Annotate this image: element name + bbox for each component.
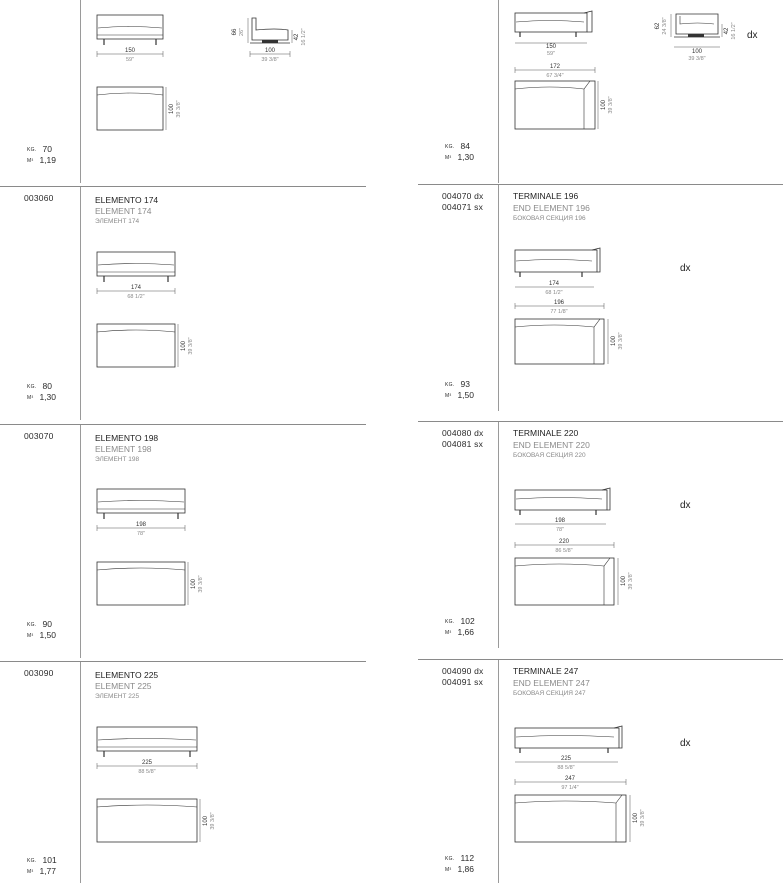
product-cell xyxy=(0,187,366,423)
depth-inch-label: 39 3/8" xyxy=(188,337,194,355)
plan-width-inch-label: 67 3/4" xyxy=(546,73,564,79)
plan-view-drawing xyxy=(514,536,654,608)
side-width-inch-label: 39 3/8" xyxy=(261,57,279,63)
side-width-label: 100 xyxy=(691,49,703,55)
right-top-cell xyxy=(418,0,783,183)
front-width-inch-label: 78" xyxy=(555,527,565,533)
depth-inch-label: 39 3/8" xyxy=(618,332,624,350)
depth-inch-label: 39 3/8" xyxy=(608,96,614,114)
product-code-dx: 004070 dx xyxy=(442,191,484,201)
left-column xyxy=(0,0,366,883)
depth-label: 100 xyxy=(633,812,639,824)
product-title-en: END ELEMENT 247 xyxy=(513,678,590,688)
product-title-it: ELEMENTO 198 xyxy=(95,433,159,443)
front-width-inch-label: 88 5/8" xyxy=(557,765,575,771)
plan-width-label: 220 xyxy=(558,539,570,545)
orientation-label: dx xyxy=(680,500,691,511)
plan-width-label: 247 xyxy=(564,776,576,782)
product-cell xyxy=(0,662,366,883)
volume: M³ 1,86 xyxy=(445,864,474,874)
front-width-inch-label: 59" xyxy=(125,57,135,63)
depth-label: 100 xyxy=(601,99,607,111)
cell-divider xyxy=(80,0,81,183)
product-cell xyxy=(418,185,783,421)
plan-view-drawing xyxy=(96,798,226,848)
side-view-drawing xyxy=(228,14,308,70)
depth-label: 100 xyxy=(203,815,209,827)
left-top-cell xyxy=(0,0,366,186)
seat-height-inch-label: 16 1/2" xyxy=(301,28,307,46)
weight: KG. 70 xyxy=(27,144,52,154)
cell-divider xyxy=(498,0,499,183)
right-column xyxy=(418,0,783,883)
depth-label: 100 xyxy=(191,578,197,590)
width-label: 174 xyxy=(130,285,142,291)
depth-inch-label: 39 3/8" xyxy=(176,100,182,118)
plan-width-inch-label: 97 1/4" xyxy=(561,785,579,791)
product-code: 003060 xyxy=(24,193,54,203)
weight: KG. 102 xyxy=(445,616,475,626)
product-code-sx: 004071 sx xyxy=(442,202,484,212)
side-view-drawing xyxy=(656,8,746,64)
product-title-it: ELEMENTO 225 xyxy=(95,670,159,680)
front-width-inch-label: 68 1/2" xyxy=(545,290,563,296)
depth-inch-label: 39 3/8" xyxy=(640,809,646,827)
product-cell xyxy=(418,422,783,659)
side-width-label: 100 xyxy=(264,48,276,54)
depth-label: 100 xyxy=(181,340,187,352)
product-code-dx: 004080 dx xyxy=(442,428,484,438)
product-title-ru: ЭЛЕМЕНТ 198 xyxy=(95,456,140,463)
cell-divider xyxy=(498,422,499,648)
plan-view-drawing xyxy=(514,297,644,367)
weight: KG. 112 xyxy=(445,853,475,863)
product-code-sx: 004081 sx xyxy=(442,439,484,449)
product-code: 003070 xyxy=(24,431,54,441)
depth-label: 100 xyxy=(621,575,627,587)
plan-width-inch-label: 77 1/8" xyxy=(550,309,568,315)
depth-inch-label: 39 3/8" xyxy=(628,572,634,590)
cell-divider xyxy=(498,660,499,883)
front-view-drawing xyxy=(96,488,206,548)
depth-inch-label: 39 3/8" xyxy=(210,812,216,830)
front-view-drawing xyxy=(96,726,216,786)
product-title-en: ELEMENT 225 xyxy=(95,681,152,691)
plan-width-label: 196 xyxy=(553,300,565,306)
product-code-dx: 004090 dx xyxy=(442,666,484,676)
front-width-inch-label: 59" xyxy=(546,51,556,57)
product-title-ru: БОКОВАЯ СЕКЦИЯ 220 xyxy=(513,452,586,459)
front-width-label: 150 xyxy=(545,44,557,50)
side-height-inch-label: 26" xyxy=(239,27,245,37)
volume: M³ 1,77 xyxy=(27,866,56,876)
volume: M³ 1,30 xyxy=(445,152,474,162)
width-inch-label: 68 1/2" xyxy=(127,294,145,300)
width-inch-label: 78" xyxy=(136,531,146,537)
depth-label: 100 xyxy=(611,335,617,347)
front-width-label: 174 xyxy=(548,281,560,287)
width-label: 225 xyxy=(141,760,153,766)
product-code: 003090 xyxy=(24,668,54,678)
product-title-it: TERMINALE 196 xyxy=(513,191,579,201)
plan-view-drawing xyxy=(96,561,216,611)
seat-height-label: 42 xyxy=(294,33,300,41)
product-code-sx: 004091 sx xyxy=(442,677,484,687)
volume: M³ 1,66 xyxy=(445,627,474,637)
product-title-ru: ЭЛЕМЕНТ 174 xyxy=(95,218,140,225)
side-height-inch-label: 24 3/8" xyxy=(662,17,668,35)
product-title-it: TERMINALE 220 xyxy=(513,428,579,438)
cell-divider xyxy=(80,425,81,658)
weight: KG. 84 xyxy=(445,141,470,151)
volume: M³ 1,50 xyxy=(27,630,56,640)
plan-view-drawing xyxy=(96,323,206,373)
front-view-drawing xyxy=(514,10,604,56)
depth-label: 100 xyxy=(169,103,175,115)
weight: KG. 101 xyxy=(27,855,57,865)
side-width-inch-label: 39 3/8" xyxy=(688,56,706,62)
orientation-label: dx xyxy=(680,738,691,749)
product-title-ru: БОКОВАЯ СЕКЦИЯ 196 xyxy=(513,215,586,222)
orientation-label: dx xyxy=(680,263,691,274)
weight: KG. 90 xyxy=(27,619,52,629)
seat-height-inch-label: 16 1/2" xyxy=(731,22,737,40)
front-width-label: 225 xyxy=(560,756,572,762)
orientation-label: dx xyxy=(747,30,758,41)
weight: KG. 80 xyxy=(27,381,52,391)
side-height-label: 66 xyxy=(232,28,238,36)
product-title-en: END ELEMENT 196 xyxy=(513,203,590,213)
cell-divider xyxy=(498,185,499,411)
front-view-drawing xyxy=(96,251,206,311)
product-title-en: ELEMENT 198 xyxy=(95,444,152,454)
volume: M³ 1,30 xyxy=(27,392,56,402)
volume: M³ 1,50 xyxy=(445,390,474,400)
width-label: 198 xyxy=(135,522,147,528)
front-width-label: 198 xyxy=(554,518,566,524)
weight: KG. 93 xyxy=(445,379,470,389)
front-view-drawing xyxy=(96,14,176,70)
front-view-drawing xyxy=(514,484,634,544)
cell-divider xyxy=(80,187,81,420)
product-title-en: END ELEMENT 220 xyxy=(513,440,590,450)
volume: M³ 1,19 xyxy=(27,155,56,165)
plan-width-label: 172 xyxy=(549,64,561,70)
product-title-ru: БОКОВАЯ СЕКЦИЯ 247 xyxy=(513,690,586,697)
product-title-en: ELEMENT 174 xyxy=(95,206,152,216)
product-title-ru: ЭЛЕМЕНТ 225 xyxy=(95,693,140,700)
front-width-label: 150 xyxy=(124,48,136,54)
plan-width-inch-label: 86 5/8" xyxy=(555,548,573,554)
product-title-it: TERMINALE 247 xyxy=(513,666,579,676)
seat-height-label: 42 xyxy=(724,27,730,35)
product-cell xyxy=(418,660,783,883)
cell-divider xyxy=(80,662,81,883)
plan-view-drawing xyxy=(514,773,664,845)
depth-inch-label: 39 3/8" xyxy=(198,575,204,593)
product-title-it: ELEMENTO 174 xyxy=(95,195,159,205)
side-height-label: 62 xyxy=(655,22,661,30)
width-inch-label: 88 5/8" xyxy=(138,769,156,775)
plan-view-drawing xyxy=(96,86,196,136)
plan-view-drawing xyxy=(514,64,634,134)
product-cell xyxy=(0,425,366,660)
